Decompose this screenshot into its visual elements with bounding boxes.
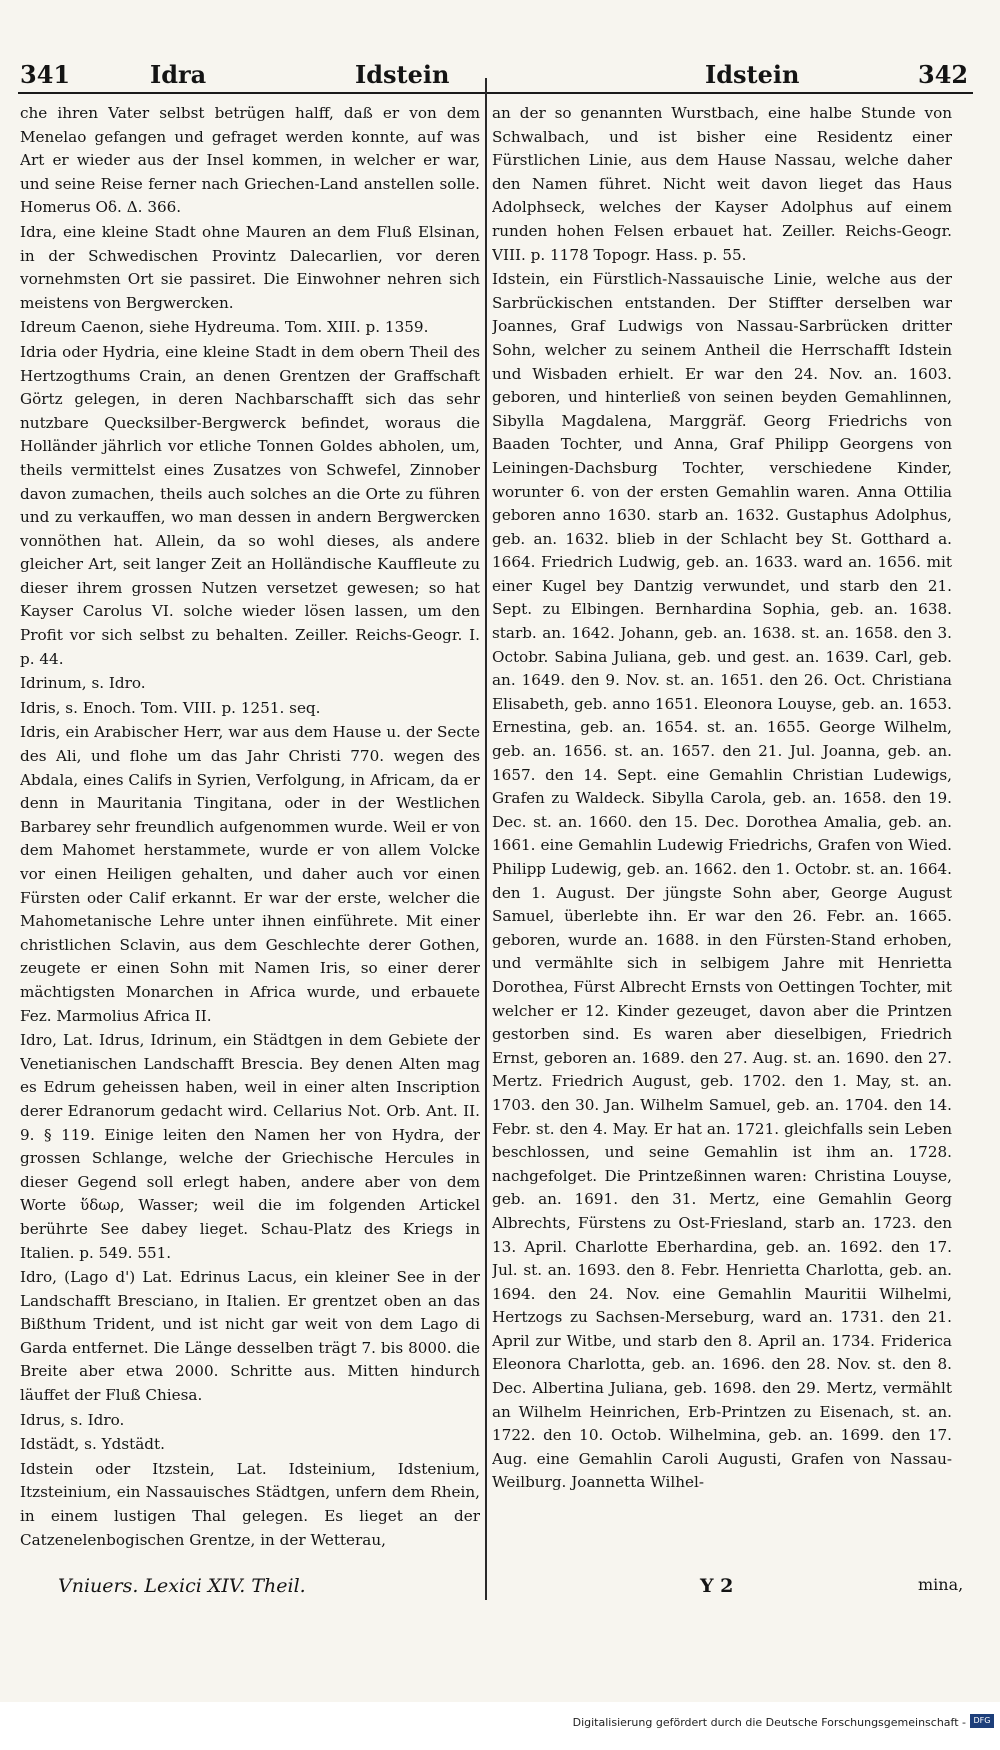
entry-menelao-continuation: che ihren Vater selbst betrügen halff, daß er von dem Menelao gefangen und gefraget werden konnte, auf was Art er wieder aus der Insel kommen, in welcher er war, und seine Reise ferner nach Griechen-Land anstellen solle. Homerus Οδ. Δ. 366. xyxy=(20,104,480,217)
entry-idria: Idria oder Hydria, eine kleine Stadt in dem obern Theil des Hertzogthums Crain, an denen Grentzen der Graffschaft Görtz gelegen, in deren Nachbarschafft sich das sehr nutzbare Quecksilber-Bergwerck befindet, woraus die Holländer jährlich vor etliche Tonnen Goldes abholen, um, theils vermittelst eines Zusatzes von Schwefel, Zinnober davon zumachen, theils auch solches an die Orte zu führen und zu verkauffen, wo man dessen in andern Bergwercken vonnöthen hat. Allein, da so wohl dieses, als andere gleicher Art, seit langer Zeit an Holländische Kauffleute zu dieser ihrem grossen Nutzen versetzet gewesen; so hat Kayser Carolus VI. solche wieder lösen lassen, um den Profit vor sich selbst zu behalten. Zeiller. Reichs-Geogr. I. p. 44. xyxy=(20,342,480,668)
page-number-left: 341 xyxy=(20,60,71,89)
column-divider xyxy=(485,78,487,1600)
entry-idris-enoch: Idris, s. Enoch. Tom. VIII. p. 1251. seq. xyxy=(20,698,321,717)
right-column xyxy=(492,102,952,1600)
volume-footer: Vniuers. Lexici XIV. Theil. xyxy=(58,1575,306,1597)
page-number-right: 342 xyxy=(918,60,969,89)
running-headword-left-a: Idra xyxy=(150,60,207,89)
entry-lago-d-idro: Idro, (Lago d') Lat. Edrinus Lacus, ein kleiner See in der Landschafft Bresciano, in Italien. Er grentzet oben an das Bißthum Trident, und ist nicht gar weit von dem Lago di Garda entfernet. Die Länge desselben trägt 7. bis 8000. die Breite aber etwa 2000. Schritte aus. Mitten hindurch läuffet der Fluß Chiesa. xyxy=(20,1268,480,1405)
entry-idrinum: Idrinum, s. Idro. xyxy=(20,674,146,693)
header-rule xyxy=(18,92,973,94)
signature-mark: Y 2 xyxy=(700,1575,734,1597)
entry-idstein-town: Idstein oder Itzstein, Lat. Idsteinium, Idstenium, Itzsteinium, ein Nassauisches Städtgen, unfern dem Rhein, in einem lustigen Thal gelegen. Es lieget an der Catzenelenbogischen Grentze, in der Wetterau, xyxy=(20,1459,480,1549)
entry-idrus: Idrus, s. Idro. xyxy=(20,1410,125,1429)
entry-idstein-town-continuation: an der so genannten Wurstbach, eine halbe Stunde von Schwalbach, und ist bisher eine Residentz einer Fürstlichen Linie, aus dem Hause Nassau, welche daher den Namen führet. Nicht weit davon lieget das Haus Adolphseck, welches der Kayser Adolphus auf einem runden hohen Felsen erbauet hat. Zeiller. Reichs-Geogr. VIII. p. 1178 Topogr. Hass. p. 55. xyxy=(492,104,952,264)
running-headword-right: Idstein xyxy=(705,60,800,89)
entry-idris-arab: Idris, ein Arabischer Herr, war aus dem Hause u. der Secte des Ali, und flohe um das Jahr Christi 770. wegen des Abdala, eines Califs in Syrien, Verfolgung, in Africam, da er denn in Mauritania Tingitana, oder in der Westlichen Barbarey sehr freundlich aufgenommen wurde. Weil er von dem Mahomet herstammete, wurde er von allem Volcke vor einen Heiligen gehalten, und daher auch vor einen Fürsten oder Calif erkannt. Er war der erste, welcher die Mahometanische Lehre unter ihnen einführete. Mit einer christlichen Sclavin, aus dem Geschlechte derer Gothen, zeugete er einen Sohn mit Namen Iris, so einer derer mächtigsten Monarchen in Africa wurde, und erbauete Fez. Marmolius Africa II. xyxy=(20,723,480,1025)
running-headword-left-b: Idstein xyxy=(355,60,450,89)
entry-idro: Idro, Lat. Idrus, Idrinum, ein Städtgen in dem Gebiete der Venetianischen Landschafft Brescia. Bey denen Alten mag es Edrum geheissen haben, weil in einer alten Inscription derer Edranorum gedacht wird. Cellarius Not. Orb. Ant. II. 9. § 119. Einige leiten den Namen her von Hydra, der grossen Schlange, welche der Griechische Hercules in dieser Gegend soll erlegt haben, andere aber von dem Worte ὕδωρ, Wasser; weil die im folgenden Artickel berührte See dabey lieget. Schau-Platz des Kriegs in Italien. p. 549. 551. xyxy=(20,1031,480,1262)
entry-idstaedt: Idstädt, s. Ydstädt. xyxy=(20,1435,165,1454)
left-column xyxy=(20,102,480,1600)
digitization-credit: Digitalisierung gefördert durch die Deutsche Forschungsgemeinschaft - xyxy=(572,1716,966,1729)
digitization-strip xyxy=(0,1702,1000,1750)
entry-idra: Idra, eine kleine Stadt ohne Mauren an dem Fluß Elsinan, in der Schwedischen Provintz Dalecarlien, vor deren vornehmsten Ort sie passiret. Die Einwohner nehren sich meistens von Bergwercken. xyxy=(20,222,480,312)
entry-idreum-caenon: Idreum Caenon, siehe Hydreuma. Tom. XIII. p. 1359. xyxy=(20,318,429,337)
entry-idstein-line: Idstein, ein Fürstlich-Nassauische Linie, welche aus der Sarbrückischen entstanden. Der Stiffter derselben war Joannes, Graf Ludwigs von Nassau-Sarbrücken dritter Sohn, welcher zu seinem Antheil die Herrschafft Idstein und Wisbaden erhielt. Er war den 24. Nov. an. 1603. geboren, und hinterließ von seinen beyden Gemahlinnen, Sibylla Magdalena, Marggräf. Georg Friedrichs von Baaden Tochter, und Anna, Graf Philipp Georgens von Leiningen-Dachsburg Tochter, verschiedene Kinder, worunter 6. von der ersten Gemahlin waren. Anna Ottilia geboren anno 1630. starb an. 1632. Gustaphus Adolphus, geb. an. 1632. blieb in der Schlacht bey St. Gotthard a. 1664. Friedrich Ludwig, geb. an. 1633. ward an. 1656. mit einer Kugel bey Dantzig verwundet, und starb den 21. Sept. zu Elbingen. Bernhardina Sophia, geb. an. 1638. starb. an. 1642. Johann, geb. an. 1638. st. an. 1658. den 3. Octobr. Sabina Juliana, geb. und gest. an. 1639. Carl, geb. an. 1649. den 9. Nov. st. an. 1651. den 26. Oct. Christiana Elisabeth, geb. anno 1651. Eleonora Louyse, geb. an. 1653. Ernestina, geb. an. 1654. st. an. 1655. George Wilhelm, geb. an. 1656. st. an. 1657. den 21. Jul. Joanna, geb. an. 1657. den 14. Sept. eine Gemahlin Christian Ludewigs, Grafen zu Waldeck. Sibylla Carola, geb. an. 1658. den 19. Dec. st. an. 1660. den 15. Dec. Dorothea Amalia, geb. an. 1661. eine Gemahlin Ludewig Friedrichs, Grafen von Wied. Philipp Ludewig, geb. an. 1662. den 1. Octobr. st. an. 1664. den 1. August. Der jüngste Sohn aber, George August Samuel, überlebte ihn. Er war den 26. Febr. an. 1665. geboren, wurde an. 1688. in den Fürsten-Stand erhoben, und vermählte sich in selbigem Jahre mit Henrietta Dorothea, Fürst Albrecht Ernsts von Oettingen Tochter, mit welcher er 12. Kinder gezeuget, davon aber die Printzen gestorben sind. Es waren aber dieselbigen, Friedrich Ernst, geboren an. 1689. den 27. Aug. st. an. 1690. den 27. Mertz. Friedrich August, geb. 1702. den 1. May, st. an. 1703. den 30. Jan. Wilhelm Samuel, geb. an. 1704. den 14. Febr. st. den 4. May. Er hat an. 1721. gleichfalls sein Leben beschlossen, und seine Gemahlin ist ihm an. 1728. nachgefolget. Die Printzeßinnen waren: Christina Louyse, geb. an. 1691. den 31. Mertz, eine Gemahlin Georg Albrechts, Fürstens zu Ost-Friesland, starb an. 1723. den 13. April. Charlotte Eberhardina, geb. an. 1692. den 17. Jul. st. an. 1693. den 8. Febr. Henrietta Charlotta, geb. an. 1694. den 24. Nov. eine Gemahlin Mauritii Wilhelmi, Hertzogs zu Sachsen-Merseburg, ward an. 1731. den 21. April zur Witbe, und starb den 8. April an. 1734. Friderica Eleonora Charlotta, geb. an. 1696. den 28. Nov. st. den 8. Dec. Albertina Juliana, geb. 1698. den 29. Mertz, vermählt an Wilhelm Heinrichen, Erb-Printzen zu Eisenach, st. an. 1722. den 10. Octob. Wilhelmina, geb. an. 1699. den 17. Aug. eine Gemahlin Caroli Augusti, Grafen von Nassau-Weilburg. Joannetta Wilhel- xyxy=(492,270,952,1492)
dfg-logo-icon: DFG xyxy=(970,1714,994,1728)
catchword: mina, xyxy=(918,1575,964,1594)
